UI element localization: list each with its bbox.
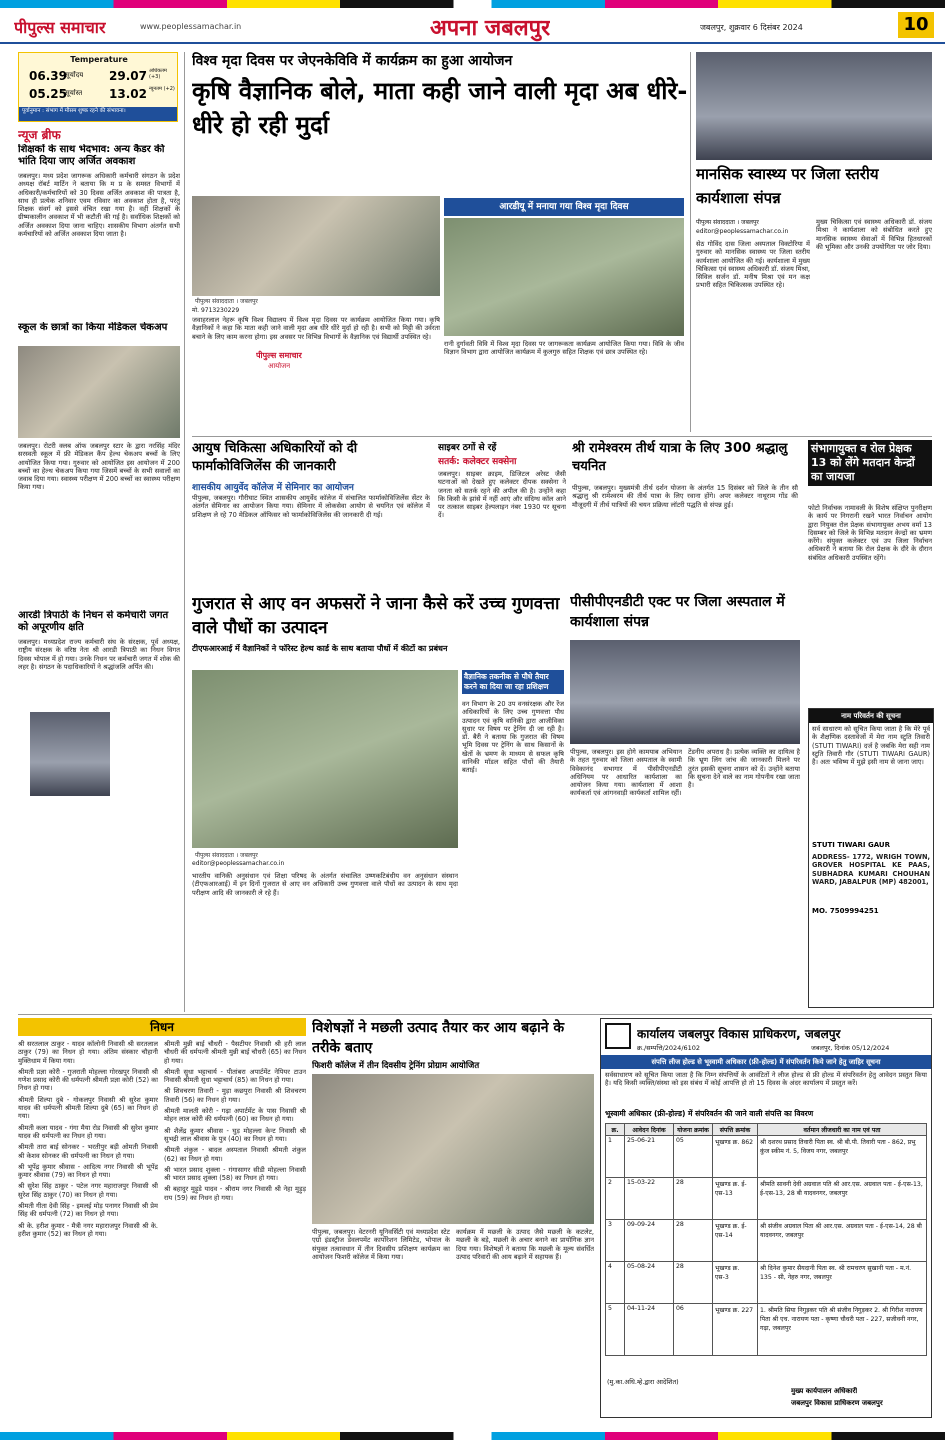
jda-intro: सर्वसाधारण को सूचित किया जाता है कि निम्न संपत्तियों के आवंटितों ने लीज होल्ड से फ्री होल्ड में संपरिवर्तन हेतु आवेदन प्रस्तुत किया है। यदि किसी व्यक्ति/संस्था को इस संबंध में कोई आपत्ति हो तो 15 दिवस के अंदर कार्यालय में प्रस्तुत करें। [605, 1071, 927, 1088]
story1-body2: रानी दुर्गावती विवि में विश्व मृदा दिवस पर जागरूकता कार्यक्रम आयोजित किया गया। विवि के जीव विज्ञान विभाग द्वारा आयोजित कार्यक्रम में कुलगुरु सहित शिक्षक एवं छात्र उपस्थित रहे। [444, 340, 684, 357]
table-row [606, 1136, 927, 1178]
brand-logo: पीपुल्स समाचार [14, 18, 106, 37]
notice-name: STUTI TIWARI GAUR [812, 841, 890, 849]
obit-item: श्रीमती मुन्नी बाई चौधरी - पैसटीयर निवासी श्री हरी लाल चौधरी की धर्मपत्नी श्रीमती मुन्नी बाई चौधरी (65) का निधन हो गया। [164, 1040, 306, 1065]
weather-title: Temperature [70, 55, 128, 64]
table-cell: 28 [674, 1220, 713, 1262]
story8-body2: टेंडनीय अपराध है। प्रत्येक व्यक्ति का दायित्व है कि भ्रूण लिंग जांच की जानकारी मिलने पर तुरंत इसकी सूचना शासन को दें। उन्होंने बताया कि सूचना देने वाले का नाम गोपनीय रखा जाता है। [688, 748, 800, 790]
jda-footer-left: (मु.का.अधि.म्हे.द्वारा आदेशित) [607, 1378, 679, 1386]
table-row [606, 1178, 927, 1220]
obit-item: श्री भारत प्रसाद शुक्ला - गंगासागर सीडी मोहल्ला निवासी श्री भारत प्रसाद शुक्ला (58) का निधन हो गया। [164, 1165, 306, 1183]
obit-item: श्री के. हरीश कुमार - मैत्री नगर महाराजपुर निवासी श्री के. हरीश कुमार (52) का निधन हो गया। [18, 1221, 158, 1238]
story1-photo-main [192, 196, 440, 296]
max-label: अधिकतम (+3) [149, 68, 167, 80]
table-header: क्र. [606, 1124, 625, 1136]
table-cell: 4 [606, 1262, 625, 1304]
story1-headline: कृषि वैज्ञानिक बोले, माता कही जाने वाली मृदा अब धीरे-धीरे हो रही मुर्दा [192, 77, 688, 139]
obituary-title: निधन [18, 1018, 306, 1036]
story6-headline: श्री रामेश्वरम तीर्थ यात्रा के लिए 300 श्रद्धालु चयनित [572, 441, 788, 474]
story2-body2: मुख्य चिकित्सा एवं स्वास्थ्य अधिकारी डॉ. संजय मिश्रा ने कार्यशाला को संबोधित करते हुए मानसिक स्वास्थ्य सेवाओं में विभिन्न हितधारकों की भूमिका और उनकी उपयोगिता पर जोर दिया। [816, 218, 932, 251]
table-cell: 28 [674, 1262, 713, 1304]
news-brief-label: न्यूज ब्रीफ [18, 128, 61, 142]
story8-photo [570, 640, 800, 744]
section-title: अपना जबलपुर [430, 16, 551, 41]
table-cell: 28 [674, 1178, 713, 1220]
table-cell: 05 [674, 1136, 713, 1178]
story8-headline: पीसीपीएनडीटी एक्ट पर जिला अस्पताल में कार्यशाला संपन्न [570, 594, 785, 630]
jda-property-table [605, 1123, 927, 1356]
notice-mobile: MO. 7509994251 [812, 907, 879, 915]
brief1-body: जबलपुर। मध्य प्रदेश जागरूक अधिकारी कर्मचारी संगठन के प्रदेश अध्यक्ष रॉबर्ट मार्टिन ने बताया कि म प्र के समस्त विभागों में अधिकारी/कर्मचारियों को 30 दिवस अर्जित अवकाश की पात्रता है, साथ ही प्रत्येक शनिवार एवम रविवार का अवकाश होता है, परंतु शिक्षक संवर्ग को इससे वंचित रखा गया है। वहीं शिक्षकों के ग्रीष्मकालीन अवकाश में भी कटौती की गई है। सर्वाधिक शिक्षकों को अर्जित अवकाश दिया जाना चाहिए। शासकीय विभाग अंतर्गत सभी कर्मचारियों को अर्जित अवकाश दिया जाता है। [18, 172, 180, 239]
notice-body: सर्व साधारण को सूचित किया जाता है कि मेरे पूर्व के शैक्षणिक दस्तावेजों में मेरा नाम स्टुति तिवारी (STUTI TIWARI) दर्ज है जबकि मेरा सही नाम स्टुति तिवारी गौर (STUTI TIWARI GAUR) है। अतः भविष्य में मुझे इसी नाम से जाना जाए। [812, 725, 930, 767]
weather-box [18, 52, 178, 122]
story1-logo: पीपुल्स समाचार [256, 350, 320, 361]
story1-phone: मो. 9713230229 [192, 307, 240, 314]
story1-kicker: विश्व मृदा दिवस पर जेएनकेविवि में कार्यक्रम का हुआ आयोजन [192, 53, 513, 69]
story3-headline: संभागायुक्त व रोल प्रेक्षक 13 को लेंगे मतदान केन्द्रों का जायजा [808, 440, 932, 486]
table-cell: 2 [606, 1178, 625, 1220]
table-header-row [606, 1124, 927, 1136]
table-cell: भूखण्ड क्र. ई-एस-14 [713, 1220, 758, 1262]
obit-item: श्रीमती प्रज्ञा कोरी - गुजराती मोहल्ला गोरखपुर निवासी श्री गणेश प्रसाद कोरी की धर्मपत्नी श्रीमती प्रज्ञा कोरी (52) का निधन हो गया। [18, 1067, 158, 1093]
jda-title: कार्यालय जबलपुर विकास प्राधिकरण, जबलपुर [637, 1027, 841, 1041]
table-cell: भूखण्ड क्र. ई-एस-13 [713, 1178, 758, 1220]
story6-body: पीपुल्स, जबलपुर। मुख्यमंत्री तीर्थ दर्शन योजना के अंतर्गत 15 दिसंबर को जिले के तीन सौ श्रद्धालु श्री रामेश्वरम की तीर्थ यात्रा के लिए रवाना होंगे। अपर कलेक्टर नाथूराम गोंड की मौजूदगी में तीर्थ यात्रियों की चयन प्रक्रिया लॉटरी पद्धति से संपन्न हुई। [572, 484, 798, 509]
story9-photo [312, 1074, 594, 1224]
jda-public-notice [600, 1018, 932, 1418]
story9-headline: विशेषज्ञों ने मछली उत्पाद तैयार कर आय बढ़ाने के तरीके बताए [312, 1020, 565, 1056]
obit-item: श्रीमती गीता देवी सिंह - इमलई मोड़ पनागर निवासी श्री प्रेम सिंह की धर्मपत्नी (72) का निधन हो गया। [18, 1202, 158, 1219]
story2-byline: पीपुल्स संवाददाता । जबलपुर [696, 219, 759, 226]
story2-email: editor@peoplessamachar.co.in [696, 228, 789, 235]
table-row [606, 1304, 927, 1356]
story1-body: जवाहरलाल नेहरू कृषि विश्व विद्यालय में विश्व मृदा दिवस पर कार्यक्रम आयोजित किया गया। कृषि वैज्ञानिकों ने कहा कि माता कही जाने वाली मृदा अब धीरे धीरे मुर्दा हो रही है। सभी को मिट्टी की उर्वरता बचाने के लिए काम करना होगा। इस अवसर पर विभिन्न विभागों के वैज्ञानिक एवं विद्यार्थी उपस्थित रहे। [192, 316, 440, 341]
jda-ref: क्र./सम्पत्ति/2024/6102 [637, 1044, 701, 1052]
obituary-section [18, 1018, 306, 1418]
table-cell: 05-08-24 [625, 1262, 674, 1304]
table-cell: 09-09-24 [625, 1220, 674, 1262]
obit-item: श्रीमती शिल्पा दुबे - गोकलपुर निवासी श्री सुरेश कुमार यादव की धर्मपत्नी श्रीमती शिल्पा दुबे (65) का निधन हो गया। [18, 1095, 158, 1121]
story1-subhead: आरडीयू में मनाया गया विश्व मृदा दिवस [444, 198, 684, 216]
registration-strip-top [0, 0, 945, 8]
table-header: योजना क्रमांक [674, 1124, 713, 1136]
story3-body: फोटो निर्वाचक नामावली के विशेष संक्षिप्त पुनरीक्षण के कार्य पर निगरानी रखने भारत निर्वाचन आयोग द्वारा नियुक्त रोल प्रेक्षक संभागायुक्त अभय वर्मा 13 दिसम्बर को जिले के विभिन्न मतदान केन्द्रों का भ्रमण करेंगे। संयुक्त कलेक्टर एवं उप जिला निर्वाचन अधिकारी ने बताया कि रोल प्रेक्षक के दौरे के दौरान संबंधित अधिकारी उपस्थित रहेंगे। [808, 504, 932, 562]
story7-email: editor@peoplessamachar.co.in [192, 860, 285, 867]
table-cell: श्री दिनेश कुमार सैयदानी पिता स्व. श्री रामचरण सुखानी पता - म.नं. 135 - सी, नेहरु नगर, जबलपुर [758, 1262, 927, 1304]
obit-item: श्री भूपेंद्र कुमार श्रीवास - आदित्य नगर निवासी श्री भूपेंद्र कुमार श्रीवास (79) का निधन हो गया। [18, 1162, 158, 1180]
obit-item: श्री बहादुर मुड़ुडे यादव - श्रीराम नगर निवासी श्री नेहा मुड़ुड़ राय (59) का निधन हो गया। [164, 1185, 306, 1202]
story9-body: पीपुल्स, जबलपुर। वेटरनरी यूनिवर्सिटी एवं मध्यप्रदेश स्टेट एग्रो इंडस्ट्रीज डेवलपमेंट कार्पोरेशन लिमिटेड, भोपाल के संयुक्त तत्वावधान में तीन दिवसीय प्रशिक्षण कार्यक्रम का आयोजन फिशरी कॉलेज में किया गया। [312, 1228, 450, 1261]
table-cell: 25-06-21 [625, 1136, 674, 1178]
table-cell: भूखण्ड क्र. 862 [713, 1136, 758, 1178]
table-cell: भूखण्ड क्र. एस-3 [713, 1262, 758, 1304]
obit-item: श्री शिवचरण तिवारी - मुड़ा कछपुरा निवासी श्री शिवचरण तिवारी (56) का निधन हो गया। [164, 1087, 306, 1104]
table-cell: श्रीमति सावनी देवी अग्रवाल पति श्री आर.एस. अग्रवाल पता - ई-एस-13, ई-एस-13, 28 बी यादवनगर, जबलपुर [758, 1178, 927, 1220]
story7-photo [192, 670, 458, 848]
story8-body: पीपुल्स, जबलपुर। इस होगे कामयाब अभियान के तहत गुरुवार को जिला अस्पताल के स्वामी विवेकानंद सभागार में पीसीपीएनडीटी अधिनियम पर आधारित कार्यशाला का आयोजन किया गया। कार्यशाला में आशा कार्यकर्ता एवं आंगनवाड़ी कार्यकर्ता शामिल रहीं। [570, 748, 682, 798]
obit-item: श्रीमती मालती कोरी - गढ़ा अपार्टमेंट के पास निवासी श्री मोहन लाल कोरी की धर्मपत्नी (60) का निधन हो गया। [164, 1107, 306, 1124]
max-temp: 29.07 [109, 69, 147, 83]
table-header: संपत्ति क्रमांक [713, 1124, 758, 1136]
table-cell: 3 [606, 1220, 625, 1262]
story7-headline: गुजरात से आए वन अफसरों ने जाना कैसे करें उच्च गुणवत्ता वाले पौधों का उत्पादन [192, 594, 560, 638]
min-temp: 13.02 [109, 87, 147, 101]
jda-logo [605, 1023, 631, 1049]
table-cell: श्री दशरथ प्रसाद तिवारी पिता स्व. श्री बी.पी. तिवारी पता - 862, प्रभु कुंज स्कीम नं. 5, विजय नगर, जबलपुर [758, 1136, 927, 1178]
story1-caption: पीपुल्स संवाददाता । जबलपुर [192, 296, 261, 306]
obit-item: श्रीमती शंकुल - बादल अस्पताल निवासी श्रीमती शंकुल (62) का निधन हो गया। [164, 1146, 306, 1163]
sunrise-label: सूर्योदय [65, 71, 84, 79]
table-row [606, 1262, 927, 1304]
sunrise-time: 06.39 [29, 69, 67, 83]
table-cell: श्री संजीव अग्रवाल पिता श्री आर.एस. अग्रवाल पता - ई-एस-14, 28 बी यादवनगर, जबलपुर [758, 1220, 927, 1262]
site-url: www.peoplessamachar.in [140, 22, 242, 31]
story4-body: पीपुल्स, जबलपुर। गौरीघाट स्थित शासकीय आयुर्वेद कॉलेज में संचालित फार्माकोविजिलेंस सेंटर के अंतर्गत सेमिनार का आयोजन किया गया। सेमिनार में लोकसेवा आयोग से चयनित एवं कॉलेज में प्रशिक्षण ले रहे 70 मेडिकल ऑफिसर को फार्माकोविजिलेंस की जानकारी दी गई। [192, 494, 430, 519]
story2-headline: मानसिक स्वास्थ्य पर जिला स्तरीय कार्यशाला संपन्न [696, 165, 879, 207]
notice-address: ADDRESS- 1772, WRIGH TOWN, GROVER HOSPITAL KE PAAS, SUBHADRA KUMARI CHOUHAN WARD, JABALPUR (MP) 482001, [812, 853, 930, 886]
story7-body: भारतीय वानिकी अनुसंधान एवं शिक्षा परिषद के अंतर्गत संचालित उष्णकटिबंधीय वन अनुसंधान संस्थान (टीएफआरआई) में इन दिनों गुजरात से आए वन अधिकारी उच्च गुणवत्ता वाले पौधों का उत्पादन के साथ मृदा परीक्षण आदि की जानकारी ले रहे हैं। [192, 872, 458, 897]
story9-subhead: फिशरी कॉलेज में तीन दिवसीय ट्रेनिंग प्रोग्राम आयोजित [312, 1061, 480, 1071]
brief3-headline: आरडी त्रिपाठी के निधन से कर्मचारी जगत को अपूरणीय क्षति [18, 610, 169, 633]
table-cell: 5 [606, 1304, 625, 1356]
story1-photo-side [444, 218, 684, 336]
brief2-body: जबलपुर। रोटरी क्लब ऑफ जबलपुर स्टार के द्वारा नरसिंह मंदिर सरस्वती स्कूल में फ्री मेडिकल कैंप हेल्थ चेकअप बच्चों के लिए आयोजित किया गया। गुरुवार को आयोजित इस आयोजन में 200 बच्चों का हेल्थ चेकअप किया गया जिसमें बच्चों के सभी सवालों का जवाब दिया गया। स्वास्थ्य परीक्षण में 200 बच्चों का स्वास्थ्य परीक्षण किया गया। [18, 442, 180, 492]
issue-date: जबलपुर, शुक्रवार 6 दिसंबर 2024 [700, 23, 803, 32]
obituary-portrait [30, 712, 110, 796]
obit-item: श्री सरतलाल ठाकुर - यादव कॉलोनी निवासी श्री सरतलाल ठाकुर (79) का निधन हो गया। अंतिम संस्कार चौहानी मुक्तिधाम में किया गया। [18, 1040, 158, 1065]
story5-kicker: साइबर ठगों से रहें [438, 443, 497, 453]
obit-item: श्रीमती तारा बाई सोनकर - भरतीपुर बड़ी ओमती निवासी श्री केशव सोनकर की धर्मपत्नी का निधन हो गया। [18, 1143, 158, 1160]
jda-table-title: भूस्वामी अधिकार (फ्री-होल्ड) में संपरिवर्तन की जाने वाली संपत्ति का विवरण [605, 1109, 814, 1118]
obit-item: श्रीमती कला यादव - गंगा मैया रोड निवासी श्री सुरेश कुमार यादव की धर्मपत्नी का निधन हो गया। [18, 1123, 158, 1140]
brief1-headline: शिक्षकों के साथ भेदभाव: अन्य कैडर की भांति दिया जाए अर्जित अवकाश [18, 144, 165, 167]
obit-item: श्रीमती सुधा भट्टाचार्य - पीतांबरा अपार्टमेंट नेपियर टाउन निवासी श्रीमती सुधा भट्टाचार्य (85) का निधन हो गया। [164, 1067, 306, 1085]
jda-banner: संपत्ति लीज होल्ड से भूस्वामी अधिकार (फ्री-होल्ड) में संपरिवर्तन किये जाने हेतु जाहिर सूचना [601, 1055, 931, 1069]
obituary-col1 [18, 1040, 158, 1418]
sunset-time: 05.25 [29, 87, 67, 101]
brief2-headline: स्कूल के छात्रों का किया मेडिकल चेकअप [18, 322, 168, 333]
table-row [606, 1220, 927, 1262]
obit-item: श्री शैलेंद्र कुमार श्रीवास - घुड़ मोहल्ला केन्ट निवासी श्री सुभद्री लाल श्रीवास के पुत्र (40) का निधन हो गया। [164, 1126, 306, 1143]
jda-ref-date: जबलपुर, दिनांक 05/12/2024 [811, 1044, 890, 1052]
brief2-photo [18, 346, 180, 438]
table-cell: भूखण्ड क्र. 227 [713, 1304, 758, 1356]
notice-title: नाम परिवर्तन की सूचना [809, 709, 933, 723]
sunset-label: सूर्यास्त [65, 89, 83, 97]
min-label: न्यूनतम (+2) [149, 86, 175, 92]
story2-photo [696, 52, 932, 160]
story9-body2: कार्यक्रम में मछली के उत्पाद जैसे मछली के कटलेट, मछली के बड़े, मछली के अचार बनाने का प्रायोगिक ज्ञान दिया गया। विशेषज्ञों ने बताया कि मछली के मूल्य संवर्धित उत्पाद परिवारों की आय बढ़ाने में सहायक हैं। [456, 1228, 594, 1261]
brief3-body: जबलपुर। मध्यप्रदेश राज्य कर्मचारी संघ के संरक्षक, पूर्व अध्यक्ष, राष्ट्रीय संरक्षक के वरिष्ठ नेता श्री आरडी त्रिपाठी का निधन विगत दिवस भोपाल में हो गया। उनके निधन पर कर्मचारी जगत में शोक की लहर है। संगठन के पदाधिकारियों ने श्रद्धांजलि अर्पित की। [18, 638, 180, 671]
story4-headline: आयुष चिकित्सा अधिकारियों को दी फार्माकोविजिलेंस की जानकारी [192, 441, 358, 474]
table-cell: 1 [606, 1136, 625, 1178]
story7-subhead: टीएफआरआई में वैज्ञानिकों ने फॉरेस्ट हेल्थ कार्ड के साथ बताया पौधों में कीटों का प्रबंधन [192, 644, 448, 653]
obituary-col2 [164, 1040, 306, 1418]
jda-footer-org: जबलपुर विकास प्राधिकरण जबलपुर [791, 1399, 883, 1407]
name-change-notice [808, 708, 934, 1008]
table-header: आवेदन दिनांक [625, 1124, 674, 1136]
weather-forecast: पूर्वानुमान : संभाग में मौसम शुष्क रहने की संभावना। [19, 107, 178, 122]
story7-caption: पीपुल्स संवाददाता । जबलपुर [192, 850, 261, 860]
table-cell: 15-03-22 [625, 1178, 674, 1220]
table-header: वर्तमान लीजधारी का नाम एवं पता [758, 1124, 927, 1136]
table-cell: 1. श्रीमति सिया निगुड़कर पति श्री संजीव निगुड़कर 2. श्री गिरीश नारायण पिता श्री एच. नारायण पता - कृष्णा चौधरी पता - 227, सजीवनी नगर, गढ़ा, जबलपुर [758, 1304, 927, 1356]
story2-body: सेठ गोविंद दास जिला अस्पताल विक्टोरिया में गुरुवार को मानसिक स्वास्थ्य पर जिला स्तरीय कार्यशाला आयोजित की गई। कार्यशाला में मुख्य चिकित्सा एवं स्वास्थ्य अधिकारी डॉ. संजय मिश्रा, सिविल सर्जन डॉ. मनीष मिश्रा एवं मन कक्ष प्रभारी सहित चिकित्सक उपस्थित रहे। [696, 240, 810, 290]
story1-logo-sub: आयोजन [268, 362, 291, 370]
page-number: 10 [898, 12, 934, 38]
story4-subhead: शासकीय आयुर्वेद कॉलेज में सेमिनार का आयोजन [192, 483, 354, 493]
story5-headline: सतर्क: कलेक्टर सक्सेना [438, 457, 517, 467]
obit-item: श्री सुरेश सिंह ठाकुर - पटेल नगर महाराजपुर निवासी श्री सुरेश सिंह ठाकुर (70) का निधन हो गया। [18, 1182, 158, 1199]
story7-sidebody: वन विभाग के 20 उप वनसंरक्षक और रेंज अधिकारियों के लिए उच्च गुणवत्ता पौध उत्पादन एवं कृषि वानिकी द्वारा आजीविका सुधार पर विषय पर ट्रेनिंग दी जा रही है। डॉ. बैरी ने बताया कि गुजरात की विषम भूमि दिवस पर ट्रेनिंग के साथ किसानों के खेतों के भ्रमण के माध्यम से सफल कृषि वानिकी मॉडल सहित पौधों की तैयारी बताई। [462, 700, 564, 775]
masthead [0, 10, 945, 44]
registration-strip-bottom [0, 1432, 945, 1440]
table-cell: 06 [674, 1304, 713, 1356]
story7-sidehead: वैज्ञानिक तकनीक से पौधे तैयार करने का दिया जा रहा प्रशिक्षण [462, 670, 564, 694]
jda-footer-signatory: मुख्य कार्यपालन अधिकारी [791, 1387, 858, 1395]
table-cell: 04-11-24 [625, 1304, 674, 1356]
story5-body: जबलपुर। साइबर क्राइम, डिजिटल अरेस्ट जैसी घटनाओं को देखते हुए कलेक्टर दीपक सक्सेना ने जनता को सतर्क रहने की अपील की है। उन्होंने कहा कि किसी के झांसे में नहीं आएं और संदिग्ध कॉल आने पर तत्काल साइबर हेल्पलाइन नंबर 1930 पर सूचना दें। [438, 470, 566, 520]
